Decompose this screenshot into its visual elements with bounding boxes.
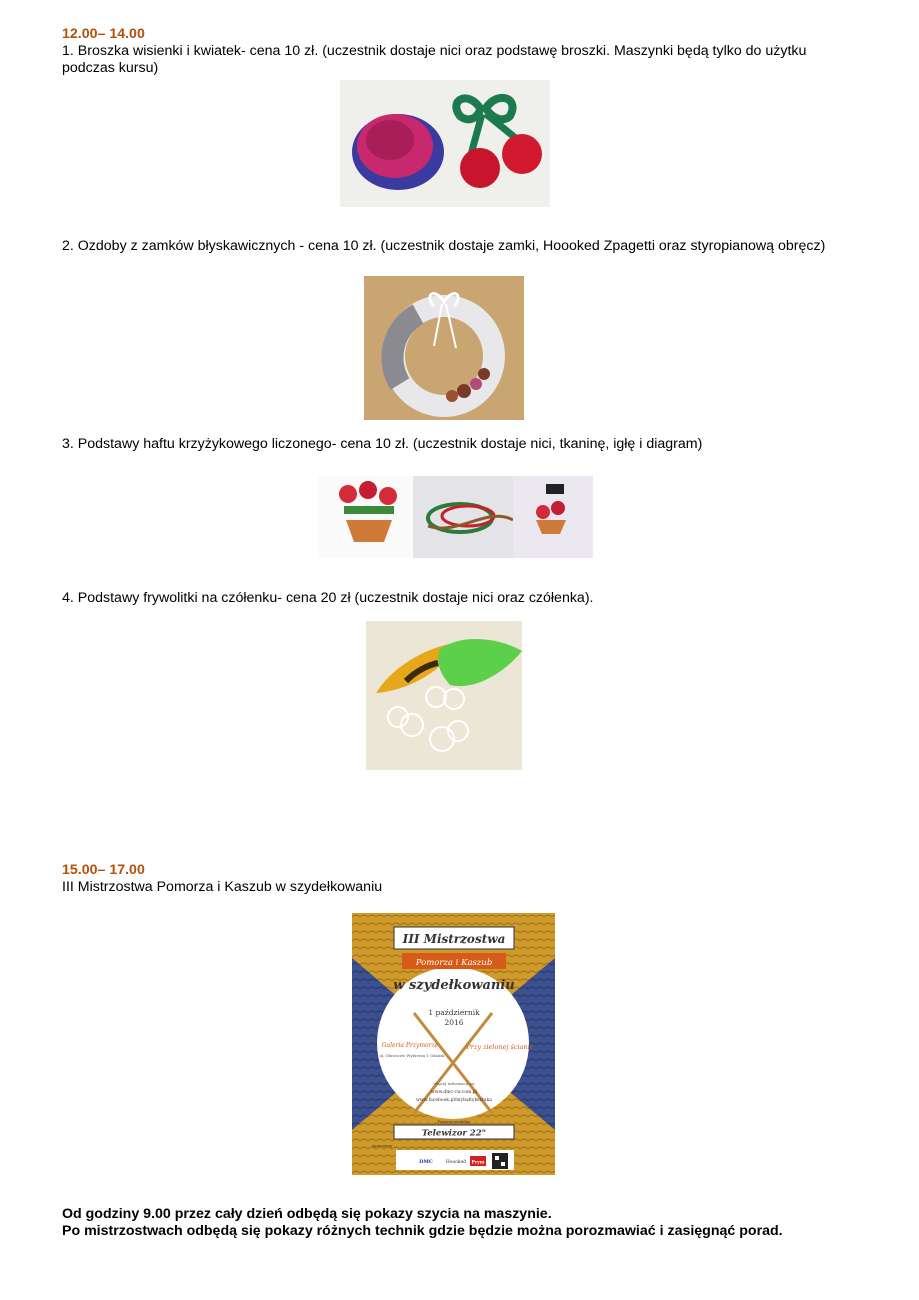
footer-line-2: Po mistrzostwach odbędą się pokazy różnych technik gdzie będzie można porozmawiać i zasięgnąć porad. <box>62 1223 783 1239</box>
item-4-text: 4. Podstawy frywolitki na czółenku- cena 20 zł (uczestnik dostaje nici oraz czółenka). <box>62 590 594 606</box>
poster-year: 2016 <box>444 1018 464 1027</box>
footer-line-1: Od godziny 9.00 przez cały dzień odbędą się pokazy szycia na maszynie. <box>62 1206 552 1222</box>
poster-line1: III Mistrzostwa <box>402 932 506 946</box>
item-3-text: 3. Podstawy haftu krzyżykowego liczonego- cena 10 zł. (uczestnik dostaje nici, tkaninę, igłę i diagram) <box>62 436 703 452</box>
poster-url2: www.facebook.pl/mybaltyksztuka <box>416 1098 492 1103</box>
session2-time: 15.00– 17.00 <box>62 862 145 878</box>
brooch-cherries-flower-photo <box>340 80 550 207</box>
poster-logo-prym: Prym <box>471 1160 485 1166</box>
poster-url1: www.dmc-cw.com.pl <box>430 1090 478 1095</box>
poster-patron: Telewizor 22" <box>421 1128 487 1139</box>
poster-address: ul. Obrońców Wybrzeża 1 Gdańsk <box>379 1053 445 1058</box>
poster-line2: Pomorza i Kaszub <box>415 958 493 968</box>
cross-stitch-kit-photo <box>318 476 593 558</box>
poster-venue: Galeria Przymorze <box>381 1042 439 1049</box>
poster-logo-hoooked: Hoooked <box>445 1160 467 1165</box>
poster-spot: Przy zielonej ścianie <box>466 1043 534 1051</box>
item-1-text: 1. Broszka wisienki i kwiatek- cena 10 zł. (uczestnik dostaje nici oraz podstawę broszki. Maszynki będą tylko do użytku podczas kursu) <box>62 43 807 76</box>
poster-patron-label: Patronat medialny <box>437 1120 471 1124</box>
item-2-text: 2. Ozdoby z zamków błyskawicznych - cena 10 zł. (uczestnik dostaje zamki, Hoooked Zpagetti oraz styropianową obręcz) <box>62 238 826 254</box>
zipper-wreath-photo <box>364 276 524 420</box>
session1-time: 12.00– 14.00 <box>62 26 145 42</box>
poster-info: więcej informacji na <box>433 1081 475 1086</box>
poster-date: 1 październik <box>428 1008 480 1017</box>
tatting-shuttles-photo <box>366 621 522 770</box>
poster-line3: w szydełkowaniu <box>393 978 515 993</box>
poster-logo-dmc: DMC <box>419 1159 433 1165</box>
poster-sponsors-label: sponsorzy <box>372 1143 393 1148</box>
session2-title: III Mistrzostwa Pomorza i Kaszub w szydełkowaniu <box>62 879 383 895</box>
championship-poster <box>352 913 555 1175</box>
